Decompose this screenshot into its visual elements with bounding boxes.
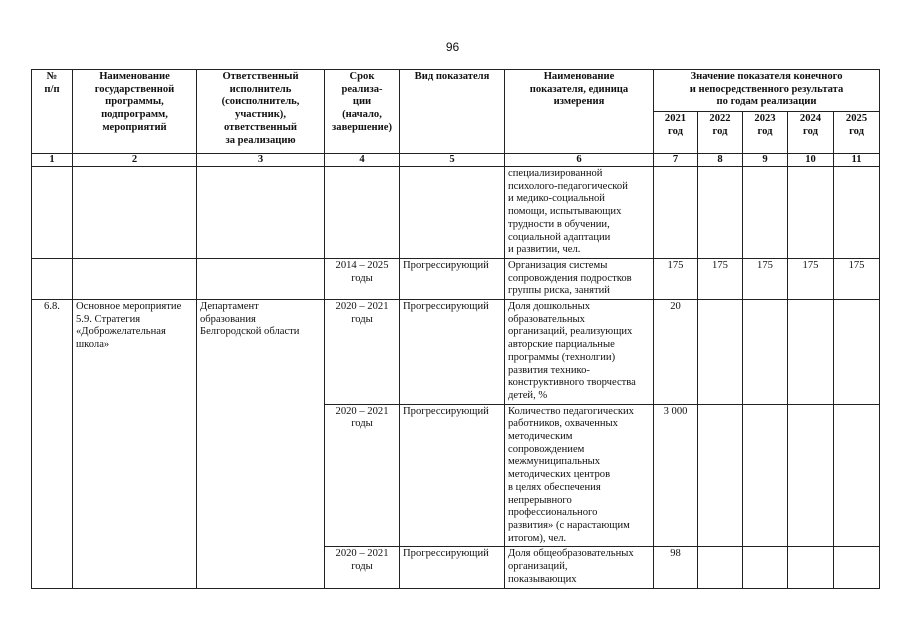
- column-number: 4: [325, 154, 400, 167]
- header-year: 2021 год: [654, 112, 698, 154]
- indicator-name-cell: Количество педагогических работников, охваченных методическим сопровождением межмуниципальных методических центров в целях обеспечения непрерывного профессионального развития» (с нарастающим итогом), чел.: [505, 404, 654, 547]
- indicator-type-cell: Прогрессирующий: [400, 300, 505, 405]
- column-number: 1: [32, 154, 73, 167]
- indicator-name-cell: Доля общеобразовательных организаций, показывающих: [505, 547, 654, 588]
- period-cell: 2014 – 2025 годы: [325, 258, 400, 299]
- value-cell: 175: [698, 258, 743, 299]
- value-cell: [743, 404, 788, 547]
- indicator-name-cell: Доля дошкольных образовательных организаций, реализующих авторские парциальные программы (технолгии) развития технико- конструктивного творчества детей, %: [505, 300, 654, 405]
- executor-cell: Департамент образования Белгородской области: [197, 300, 325, 588]
- indicator-type-cell: Прогрессирующий: [400, 258, 505, 299]
- header-indicator-type: Вид показателя: [400, 70, 505, 154]
- column-number: 9: [743, 154, 788, 167]
- program-name-cell: Основное мероприятие 5.9. Стратегия «Доброжелательная школа»: [73, 300, 197, 588]
- column-number: 3: [197, 154, 325, 167]
- header-num: № п/п: [32, 70, 73, 154]
- header-executor: Ответственный исполнитель (соисполнитель, участник), ответственный за реализацию: [197, 70, 325, 154]
- header-period: Срок реализа- ции (начало, завершение): [325, 70, 400, 154]
- table-row: [32, 258, 880, 299]
- column-number-row: [32, 154, 880, 167]
- value-cell: [788, 547, 834, 588]
- value-cell: [834, 404, 880, 547]
- column-number: 11: [834, 154, 880, 167]
- value-cell: 175: [788, 258, 834, 299]
- value-cell: 175: [743, 258, 788, 299]
- header-values-group: Значение показателя конечного и непосредственного результата по годам реализации: [654, 70, 880, 112]
- indicator-type-cell: Прогрессирующий: [400, 404, 505, 547]
- value-cell: [743, 547, 788, 588]
- period-cell: 2020 – 2021 годы: [325, 404, 400, 547]
- value-cell: [834, 547, 880, 588]
- value-cell: 20: [654, 300, 698, 405]
- header-year: 2025 год: [834, 112, 880, 154]
- value-cell: [788, 404, 834, 547]
- header-row: [32, 70, 880, 112]
- header-year: 2024 год: [788, 112, 834, 154]
- column-number: 6: [505, 154, 654, 167]
- table-row: [32, 300, 880, 405]
- header-year: 2023 год: [743, 112, 788, 154]
- header-program-name: Наименование государственной программы, подпрограмм, мероприятий: [73, 70, 197, 154]
- indicator-name-cell: Организация системы сопровождения подростков группы риска, занятий: [505, 258, 654, 299]
- value-cell: [698, 404, 743, 547]
- value-cell: [788, 300, 834, 405]
- header-indicator-name: Наименование показателя, единица измерения: [505, 70, 654, 154]
- value-cell: 98: [654, 547, 698, 588]
- column-number: 5: [400, 154, 505, 167]
- period-cell: 2020 – 2021 годы: [325, 547, 400, 588]
- value-cell: [743, 300, 788, 405]
- value-cell: 3 000: [654, 404, 698, 547]
- column-number: 8: [698, 154, 743, 167]
- column-number: 2: [73, 154, 197, 167]
- column-number: 7: [654, 154, 698, 167]
- value-cell: 175: [834, 258, 880, 299]
- value-cell: [834, 300, 880, 405]
- value-cell: [698, 547, 743, 588]
- value-cell: 175: [654, 258, 698, 299]
- page-number: 96: [445, 40, 460, 54]
- column-number: 10: [788, 154, 834, 167]
- table-row: [32, 167, 880, 259]
- header-year: 2022 год: [698, 112, 743, 154]
- period-cell: 2020 – 2021 годы: [325, 300, 400, 405]
- indicator-name-cell: специализированной психолого-педагогической и медико-социальной помощи, испытывающих трудности в обучении, социальной адаптации и развитии, чел.: [505, 167, 654, 259]
- indicator-type-cell: Прогрессирующий: [400, 547, 505, 588]
- row-number-cell: 6.8.: [32, 300, 73, 588]
- value-cell: [698, 300, 743, 405]
- indicators-table: [31, 69, 880, 589]
